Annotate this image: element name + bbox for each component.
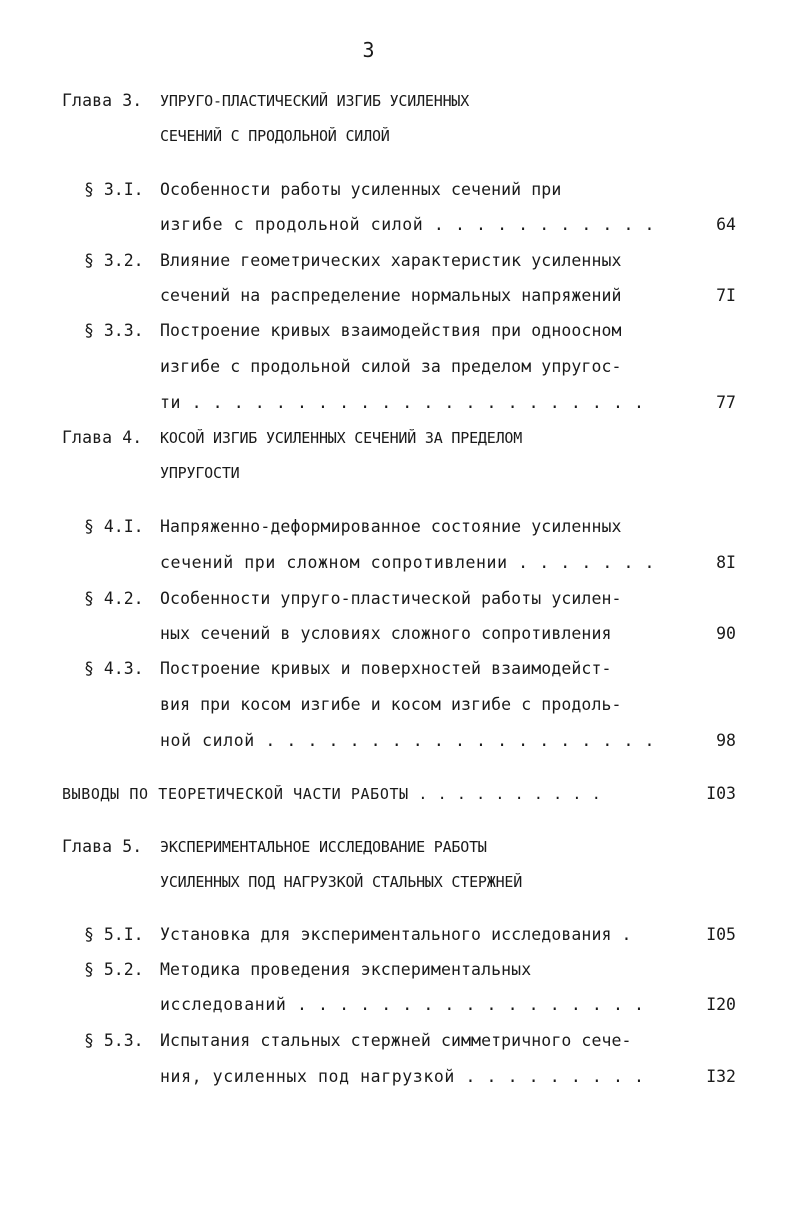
section-5-2-line1: Методика проведения экспериментальных	[160, 960, 532, 979]
section-5-1-page: I05	[706, 925, 736, 944]
chapter3-label: Глава 3.	[62, 91, 143, 110]
section-5-2-page: I20	[706, 995, 736, 1014]
chapter5-title-line2: УСИЛЕННЫХ ПОД НАГРУЗКОЙ СТАЛЬНЫХ СТЕРЖНЕЙ	[160, 873, 523, 891]
chapter3-title-line2: СЕЧЕНИЙ С ПРОДОЛЬНОЙ СИЛОЙ	[160, 127, 390, 145]
conclusions-page: I03	[706, 784, 736, 803]
section-3-1-page: 64	[716, 215, 736, 234]
section-4-3-number: § 4.3.	[84, 659, 144, 678]
chapter5-title-line1: ЭКСПЕРИМЕНТАЛЬНОЕ ИССЛЕДОВАНИЕ РАБОТЫ	[160, 838, 487, 856]
section-4-3-line1: Построение кривых и поверхностей взаимодейст-	[160, 659, 612, 678]
section-3-3-page: 77	[716, 393, 736, 412]
section-4-2-number: § 4.2.	[84, 589, 144, 608]
section-3-3-line1: Построение кривых взаимодействия при одноосном	[160, 321, 622, 340]
section-5-2-number: § 5.2.	[84, 960, 144, 979]
section-4-2-page: 90	[716, 624, 736, 643]
section-3-2-line1: Влияние геометрических характеристик усиленных	[160, 251, 622, 270]
section-4-3-line3: ной силой . . . . . . . . . . . . . . . . . . .	[160, 731, 656, 750]
section-5-3-number: § 5.3.	[84, 1031, 144, 1050]
chapter4-title-line1: КОСОЙ ИЗГИБ УСИЛЕННЫХ СЕЧЕНИЙ ЗА ПРЕДЕЛОМ	[160, 429, 523, 447]
section-4-3-line2: вия при косом изгибе и косом изгибе с продоль-	[160, 695, 622, 714]
section-5-1-number: § 5.I.	[84, 925, 144, 944]
section-3-1-line2: изгибе с продольной силой . . . . . . . . . . .	[160, 215, 656, 234]
chapter5-label: Глава 5.	[62, 837, 143, 856]
chapter3-title-line1: УПРУГО-ПЛАСТИЧЕСКИЙ ИЗГИБ УСИЛЕННЫХ	[160, 92, 470, 110]
section-3-2-page: 7I	[716, 286, 736, 305]
section-4-3-page: 98	[716, 731, 736, 750]
section-3-2-line2: сечений на распределение нормальных напряжений	[160, 286, 622, 305]
page-number: 3	[362, 38, 375, 62]
section-3-2-number: § 3.2.	[84, 251, 144, 270]
section-4-1-page: 8I	[716, 553, 736, 572]
section-4-1-number: § 4.I.	[84, 517, 144, 536]
section-3-1-line1: Особенности работы усиленных сечений при	[160, 180, 562, 199]
section-3-3-line3: ти . . . . . . . . . . . . . . . . . . . . . .	[160, 393, 645, 412]
section-5-3-page: I32	[706, 1067, 736, 1086]
section-5-1-line1: Установка для экспериментального исследования .	[160, 925, 632, 944]
section-4-2-line1: Особенности упруго-пластической работы усилен-	[160, 589, 622, 608]
section-3-3-line2: изгибе с продольной силой за пределом упругос-	[160, 357, 622, 376]
section-3-3-number: § 3.3.	[84, 321, 144, 340]
section-5-3-line2: ния, усиленных под нагрузкой . . . . . . . . .	[160, 1067, 645, 1086]
section-5-3-line1: Испытания стальных стержней симметричного сече-	[160, 1031, 632, 1050]
section-4-2-line2: ных сечений в условиях сложного сопротивления	[160, 624, 612, 643]
section-3-1-number: § 3.I.	[84, 180, 144, 199]
section-4-1-line2: сечений при сложном сопротивлении . . . . . . .	[160, 553, 656, 572]
conclusions-entry: ВЫВОДЫ ПО ТЕОРЕТИЧЕСКОЙ ЧАСТИ РАБОТЫ . . . . . . . . . .	[62, 785, 602, 803]
chapter4-title-line2: УПРУГОСТИ	[160, 464, 240, 482]
chapter4-label: Глава 4.	[62, 428, 143, 447]
section-5-2-line2: исследований . . . . . . . . . . . . . . . . .	[160, 995, 645, 1014]
section-4-1-line1: Напряженно-деформированное состояние усиленных	[160, 517, 622, 536]
